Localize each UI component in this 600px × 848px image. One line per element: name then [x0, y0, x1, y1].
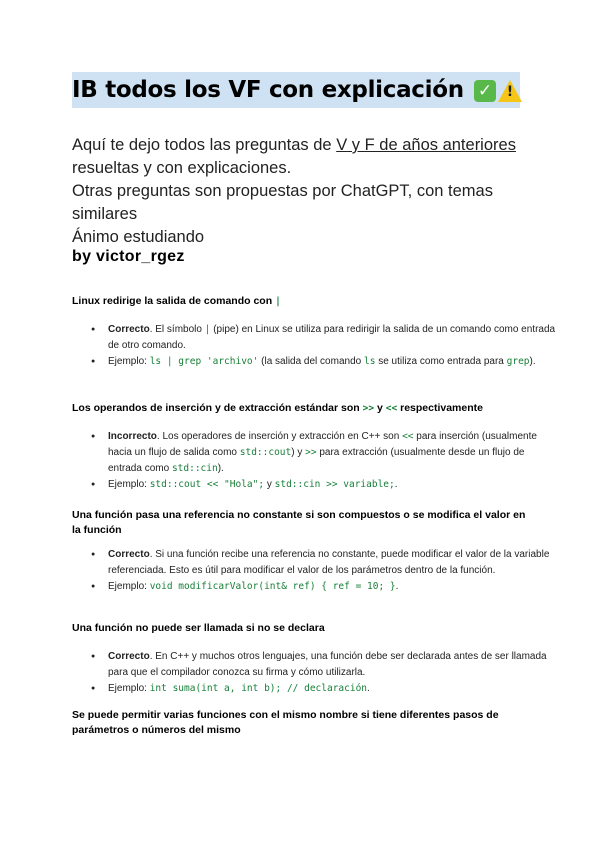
example-label: Ejemplo:	[108, 581, 150, 592]
author-byline: by victor_rgez	[72, 248, 185, 265]
intro-text-encouragement: Ánimo estudiando	[72, 228, 205, 246]
answer-text: ) y	[291, 447, 306, 458]
answer-label: Correcto	[108, 549, 150, 560]
question-heading: Una función pasa una referencia no constante si son compuestos o se modifica el valor en la función	[72, 509, 526, 536]
intro-text: resueltas y con explicaciones.	[72, 159, 292, 177]
heading-text: Los operandos de inserción y de extracción estándar son	[72, 402, 363, 414]
answer-list	[72, 322, 556, 370]
example-label: Ejemplo:	[108, 479, 150, 490]
example-item	[108, 354, 556, 370]
example-text: y	[264, 479, 275, 490]
example-text: .	[367, 683, 370, 694]
answer-item	[108, 649, 556, 681]
answer-list	[72, 429, 556, 493]
heading-text: Linux redirige la salida de comando con	[72, 295, 276, 307]
example-label: Ejemplo:	[108, 683, 150, 694]
heading-text: y	[374, 402, 386, 414]
answer-label: Correcto	[108, 651, 150, 662]
answer-code: std::cin	[171, 463, 218, 474]
example-text: .	[395, 581, 399, 592]
question-heading	[72, 294, 532, 309]
heading-code: >>	[362, 403, 375, 414]
intro-text: Aquí te dejo todos las preguntas de	[72, 136, 337, 154]
example-item	[108, 681, 556, 697]
answer-list	[72, 649, 556, 697]
answer-code: std::cout	[239, 447, 292, 458]
answer-label: Incorrecto	[108, 431, 157, 442]
example-code: std::cout << "Hola";	[149, 479, 265, 490]
example-code: ls | grep 'archivo'	[149, 356, 259, 367]
intro-paragraph	[72, 134, 532, 249]
answer-item	[108, 429, 556, 477]
warning-icon: !	[498, 80, 522, 102]
page-title-text: IB todos los VF con explicación	[72, 77, 464, 103]
page-title	[72, 74, 522, 106]
answer-code: >>	[305, 447, 317, 458]
heading-text: respectivamente	[397, 402, 483, 414]
intro-text-chatgpt: Otras preguntas son propuestas por ChatGPT, con temas similares	[72, 182, 493, 223]
answer-text: ).	[217, 463, 224, 474]
check-mark-icon: ✓	[474, 80, 496, 102]
answer-text: . Si una función recibe una referencia no constante, puede modificar el valor de la variable referenciada. Esto es útil para modificar el valor de los parámetros dentro de la función.	[108, 549, 550, 576]
example-code: grep	[506, 356, 530, 367]
example-text: se utiliza como entrada para	[375, 356, 507, 367]
example-text: ).	[529, 356, 536, 367]
example-label: Ejemplo:	[108, 356, 150, 367]
example-item	[108, 579, 556, 595]
heading-code: |	[275, 296, 281, 307]
answer-item	[108, 547, 556, 579]
heading-code: <<	[385, 403, 398, 414]
answer-item	[108, 322, 556, 354]
question-heading: Una función no puede ser llamada si no se declara	[72, 622, 325, 634]
answer-text: . El símbolo	[149, 324, 205, 335]
question-heading	[72, 401, 532, 416]
answer-text: para extracción (usualmente desde un flujo de entrada como	[108, 447, 525, 474]
example-code: std::cin >> variable;	[274, 479, 395, 490]
example-code: int suma(int a, int b); // declaración	[149, 683, 368, 694]
answer-text: . Los operadores de inserción y extracción en C++ son	[156, 431, 403, 442]
example-item	[108, 477, 556, 493]
example-text: .	[394, 479, 398, 490]
question-heading: Se puede permitir varias funciones con el mismo nombre si tiene diferentes pasos de parámetros o números del mismo	[72, 709, 499, 736]
answer-text: para inserción (usualmente hacia un flujo de salida como	[108, 431, 537, 458]
previous-years-link[interactable]: V y F de años anteriores	[336, 136, 516, 154]
example-code: void modificarValor(int& ref) { ref = 10; }	[149, 581, 396, 592]
example-code: ls	[363, 356, 376, 367]
answer-code: <<	[402, 431, 414, 442]
example-text: (la salida del comando	[258, 356, 364, 367]
answer-text: . En C++ y muchos otros lenguajes, una función debe ser declarada antes de ser llamada para que el compilador conozca su firma y cómo utilizarla.	[108, 651, 547, 678]
answer-list	[72, 547, 556, 595]
answer-label: Correcto	[108, 324, 150, 335]
answer-code: |	[204, 324, 211, 335]
answer-text: (pipe) en Linux se utiliza para redirigir la salida de un comando como entrada de otro comando.	[108, 324, 556, 351]
